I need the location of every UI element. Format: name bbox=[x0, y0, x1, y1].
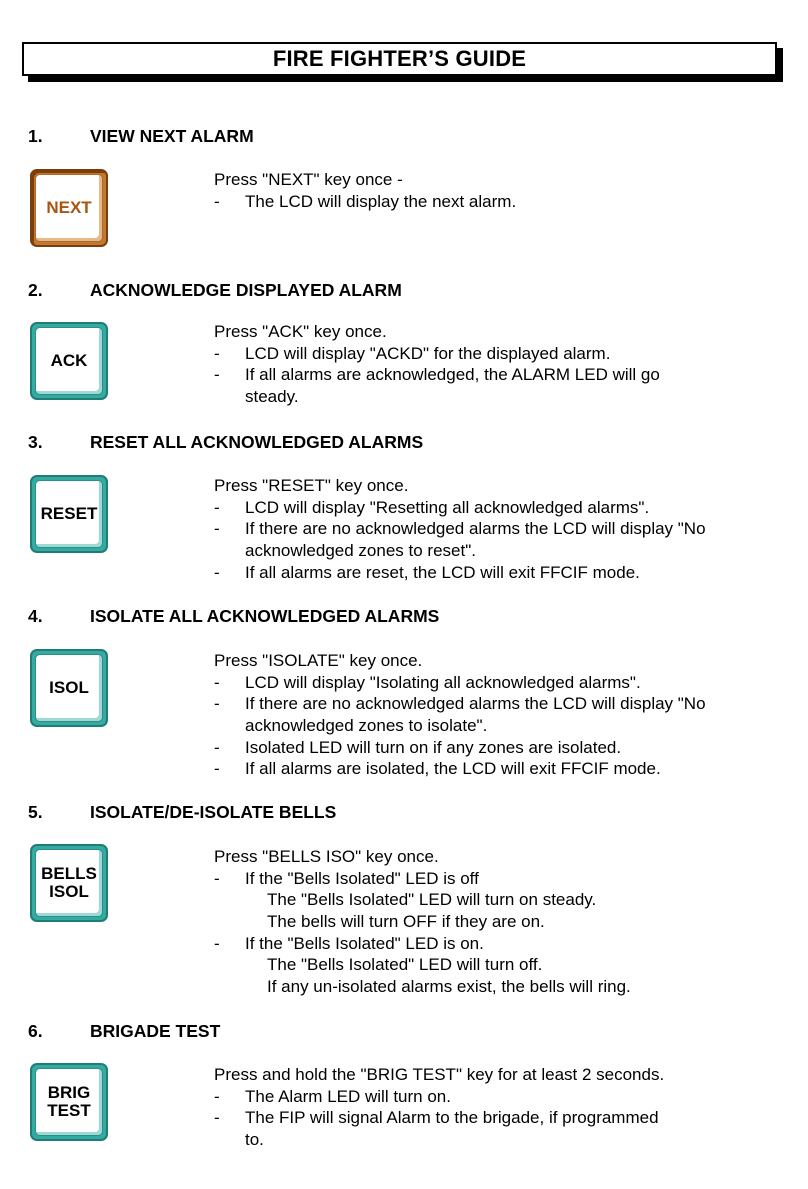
key-label: TEST bbox=[47, 1101, 91, 1120]
key-label: NEXT bbox=[46, 198, 92, 217]
instruction-line: LCD will display "ACKD" for the displayed alarm. bbox=[245, 343, 611, 363]
section-1-text: Press "NEXT" key once - - The LCD will display the next alarm. bbox=[214, 170, 517, 211]
section-5-text: Press "BELLS ISO" key once. - If the "Bells Isolated" LED is off The "Bells Isolated" LED will turn on steady. The bells will turn OFF if they are on. - If the "Bells Isolated" LED is on. The "Bells Isolated" LED will turn off. If any un-isolated alarms exist, the bells will ring. bbox=[214, 847, 631, 997]
instruction-continuation: acknowledged zones to reset". bbox=[245, 541, 476, 561]
instruction-line: LCD will display "Isolating all acknowledged alarms". bbox=[245, 672, 641, 692]
instruction-line: If the "Bells Isolated" LED is off bbox=[245, 868, 479, 888]
instruction-intro: Press and hold the "BRIG TEST" key for at least 2 seconds. bbox=[214, 1065, 665, 1084]
ack-key bbox=[30, 322, 108, 400]
section-3-text: Press "RESET" key once. - LCD will display "Resetting all acknowledged alarms". - If there are no acknowledged alarms the LCD will display "No acknowledged zones to reset". - If all alarms are reset, the LCD will exit FFCIF mode. bbox=[214, 476, 706, 582]
instruction-continuation: acknowledged zones to isolate". bbox=[245, 716, 488, 736]
section-number: 1. bbox=[28, 126, 43, 146]
section-4-text: Press "ISOLATE" key once. - LCD will display "Isolating all acknowledged alarms". - If there are no acknowledged alarms the LCD will display "No acknowledged zones to isolate". - Isolated LED will turn on if any zones are isolated. - If all alarms are isolated, the LCD will exit FFCIF mode. bbox=[214, 651, 706, 779]
key-label: ISOL bbox=[49, 882, 89, 901]
bells-isol-key bbox=[30, 844, 108, 922]
section-number: 4. bbox=[28, 606, 43, 626]
isol-key bbox=[30, 649, 108, 727]
next-key bbox=[30, 169, 108, 247]
section-title: ISOLATE ALL ACKNOWLEDGED ALARMS bbox=[90, 606, 440, 626]
instruction-line: If all alarms are reset, the LCD will exit FFCIF mode. bbox=[245, 562, 640, 582]
instruction-line: LCD will display "Resetting all acknowledged alarms". bbox=[245, 497, 650, 517]
instruction-intro: Press "BELLS ISO" key once. bbox=[214, 847, 439, 866]
section-number: 3. bbox=[28, 432, 43, 452]
instruction-line: The FIP will signal Alarm to the brigade, if programmed bbox=[245, 1108, 659, 1128]
instruction-line: If there are no acknowledged alarms the LCD will display "No bbox=[245, 519, 706, 539]
instruction-line: If the "Bells Isolated" LED is on. bbox=[245, 933, 484, 953]
section-title: ACKNOWLEDGE DISPLAYED ALARM bbox=[90, 280, 402, 300]
instruction-intro: Press "ACK" key once. bbox=[214, 322, 387, 341]
key-label: BRIG bbox=[47, 1083, 91, 1102]
section-number: 2. bbox=[28, 280, 43, 300]
section-title: ISOLATE/DE-ISOLATE BELLS bbox=[90, 802, 337, 822]
brig-test-key bbox=[30, 1063, 108, 1141]
instruction-line: The LCD will display the next alarm. bbox=[245, 191, 517, 211]
guide-title-box bbox=[22, 42, 777, 76]
instruction-intro: Press "RESET" key once. bbox=[214, 476, 409, 495]
section-6-text: Press and hold the "BRIG TEST" key for at least 2 seconds. - The Alarm LED will turn on. - The FIP will signal Alarm to the brigade, if programmed to. bbox=[214, 1065, 665, 1150]
reset-key bbox=[30, 475, 108, 553]
section-number: 5. bbox=[28, 802, 43, 822]
key-label: ACK bbox=[50, 351, 88, 370]
instruction-line: If all alarms are acknowledged, the ALARM LED will go bbox=[245, 365, 660, 385]
instruction-intro: Press "NEXT" key once - bbox=[214, 170, 403, 189]
key-label: BELLS bbox=[41, 864, 97, 883]
instruction-subline: The bells will turn OFF if they are on. bbox=[267, 912, 545, 932]
instruction-intro: Press "ISOLATE" key once. bbox=[214, 651, 423, 670]
section-number: 6. bbox=[28, 1021, 43, 1041]
instruction-subline: The "Bells Isolated" LED will turn off. bbox=[267, 955, 543, 975]
instruction-line: Isolated LED will turn on if any zones are isolated. bbox=[245, 737, 622, 757]
instruction-line: If all alarms are isolated, the LCD will exit FFCIF mode. bbox=[245, 759, 661, 779]
section-2-text: Press "ACK" key once. - LCD will display "ACKD" for the displayed alarm. - If all alarms are acknowledged, the ALARM LED will go steady. bbox=[214, 322, 660, 407]
instruction-subline: If any un-isolated alarms exist, the bells will ring. bbox=[267, 977, 631, 997]
section-title: RESET ALL ACKNOWLEDGED ALARMS bbox=[90, 432, 424, 452]
guide-title: FIRE FIGHTER’S GUIDE bbox=[272, 46, 527, 71]
instruction-continuation: steady. bbox=[245, 387, 299, 407]
key-label: RESET bbox=[40, 504, 98, 523]
instruction-continuation: to. bbox=[245, 1130, 264, 1150]
section-title: VIEW NEXT ALARM bbox=[90, 126, 254, 146]
instruction-line: If there are no acknowledged alarms the LCD will display "No bbox=[245, 694, 706, 714]
instruction-line: The Alarm LED will turn on. bbox=[245, 1086, 451, 1106]
instruction-subline: The "Bells Isolated" LED will turn on steady. bbox=[267, 890, 597, 910]
section-title: BRIGADE TEST bbox=[90, 1021, 221, 1041]
key-label: ISOL bbox=[49, 678, 89, 697]
